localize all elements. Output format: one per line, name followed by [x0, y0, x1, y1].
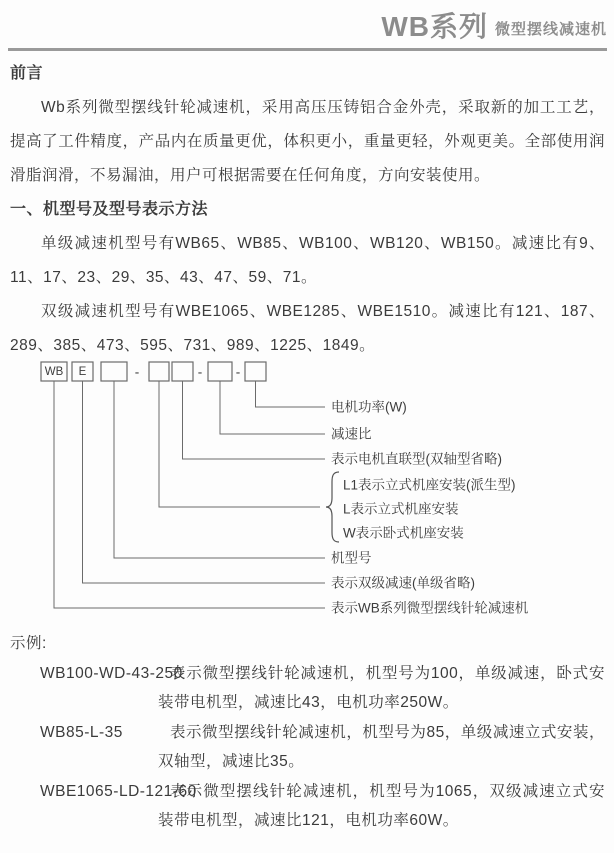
mount-box [149, 362, 169, 381]
model-code-diagram [0, 355, 614, 625]
leader-direct-motor [183, 381, 326, 459]
examples-heading: 示例: [10, 635, 47, 652]
example-description: 表示微型摆线针轮减速机，机型号为100，单级减速，卧式安装带电机型，减速比43，电机功率250W。 [158, 664, 605, 711]
example-row [10, 659, 605, 718]
prefix-box-label: WB [44, 366, 64, 378]
preface-paragraph: Wb系列微型摆线针轮减速机，采用高压压铸铝合金外壳，采取新的加工工艺，提高了工件精度，产品内在质量更优，体积更小，重量更轻，外观更美。全部使用润滑脂润滑，不易漏油，用户可根据需要在任何角度，方向安装使用。 [10, 99, 605, 184]
frame-size-box [101, 362, 127, 381]
label-mount-l1: L1表示立式机座安装(派生型) [343, 477, 516, 493]
page-header [8, 5, 607, 51]
leader-double-stage [83, 381, 326, 583]
series-subtitle: 微型摆线减速机 [494, 21, 607, 38]
label-series: 表示WB系列微型摆线针轮减速机 [331, 600, 529, 616]
stage-box-label: E [78, 366, 87, 378]
dash-icon: - [197, 364, 203, 380]
ratio-box [208, 362, 232, 381]
series-title: WB系列 [381, 11, 488, 42]
example-description: 表示微型摆线针轮减速机，机型号为1065，双级减速立式安装带电机型，减速比121，电机功率60W。 [158, 782, 605, 829]
example-description: 表示微型摆线针轮减速机，机型号为85，单级减速立式安装，双轴型，减速比35。 [158, 723, 605, 770]
double-stage-paragraph: 双级减速机型号有WBE1065、WBE1285、WBE1510。减速比有121、187、289、385、473、595、731、989、1225、1849。 [10, 303, 605, 354]
single-stage-paragraph: 单级减速机型号有WB65、WB85、WB100、WB120、WB150。减速比有9、11、17、23、29、35、43、47、59、71。 [10, 235, 605, 286]
example-row [10, 777, 605, 836]
label-motor-power: 电机功率(W) [331, 399, 407, 415]
dash-icon: - [134, 364, 140, 380]
label-direct-motor: 表示电机直联型(双轴型省略) [331, 451, 502, 467]
label-mount-w: W表示卧式机座安装 [343, 525, 464, 541]
example-code: WBE1065-LD-121-60 [40, 782, 197, 800]
section1-heading: 一、机型号及型号表示方法 [10, 201, 209, 218]
label-mount-l: L表示立式机座安装 [343, 501, 459, 517]
examples-section [10, 629, 605, 836]
main-content [10, 57, 605, 363]
dash-icon: - [235, 364, 241, 380]
preface-heading: 前言 [10, 65, 44, 82]
motor-power-box [245, 362, 266, 381]
label-ratio: 减速比 [331, 426, 372, 442]
example-row [10, 718, 605, 777]
leader-series [54, 381, 325, 608]
direct-motor-box [172, 362, 193, 381]
label-double-stage: 表示双级减速(单级省略) [331, 575, 475, 591]
label-frame-size: 机型号 [331, 550, 372, 566]
leader-motor-power [256, 381, 326, 407]
example-code: WB85-L-35 [40, 723, 123, 741]
leader-mount [159, 381, 320, 507]
example-code: WB100-WD-43-250 [40, 664, 183, 682]
brace-icon [326, 472, 339, 542]
